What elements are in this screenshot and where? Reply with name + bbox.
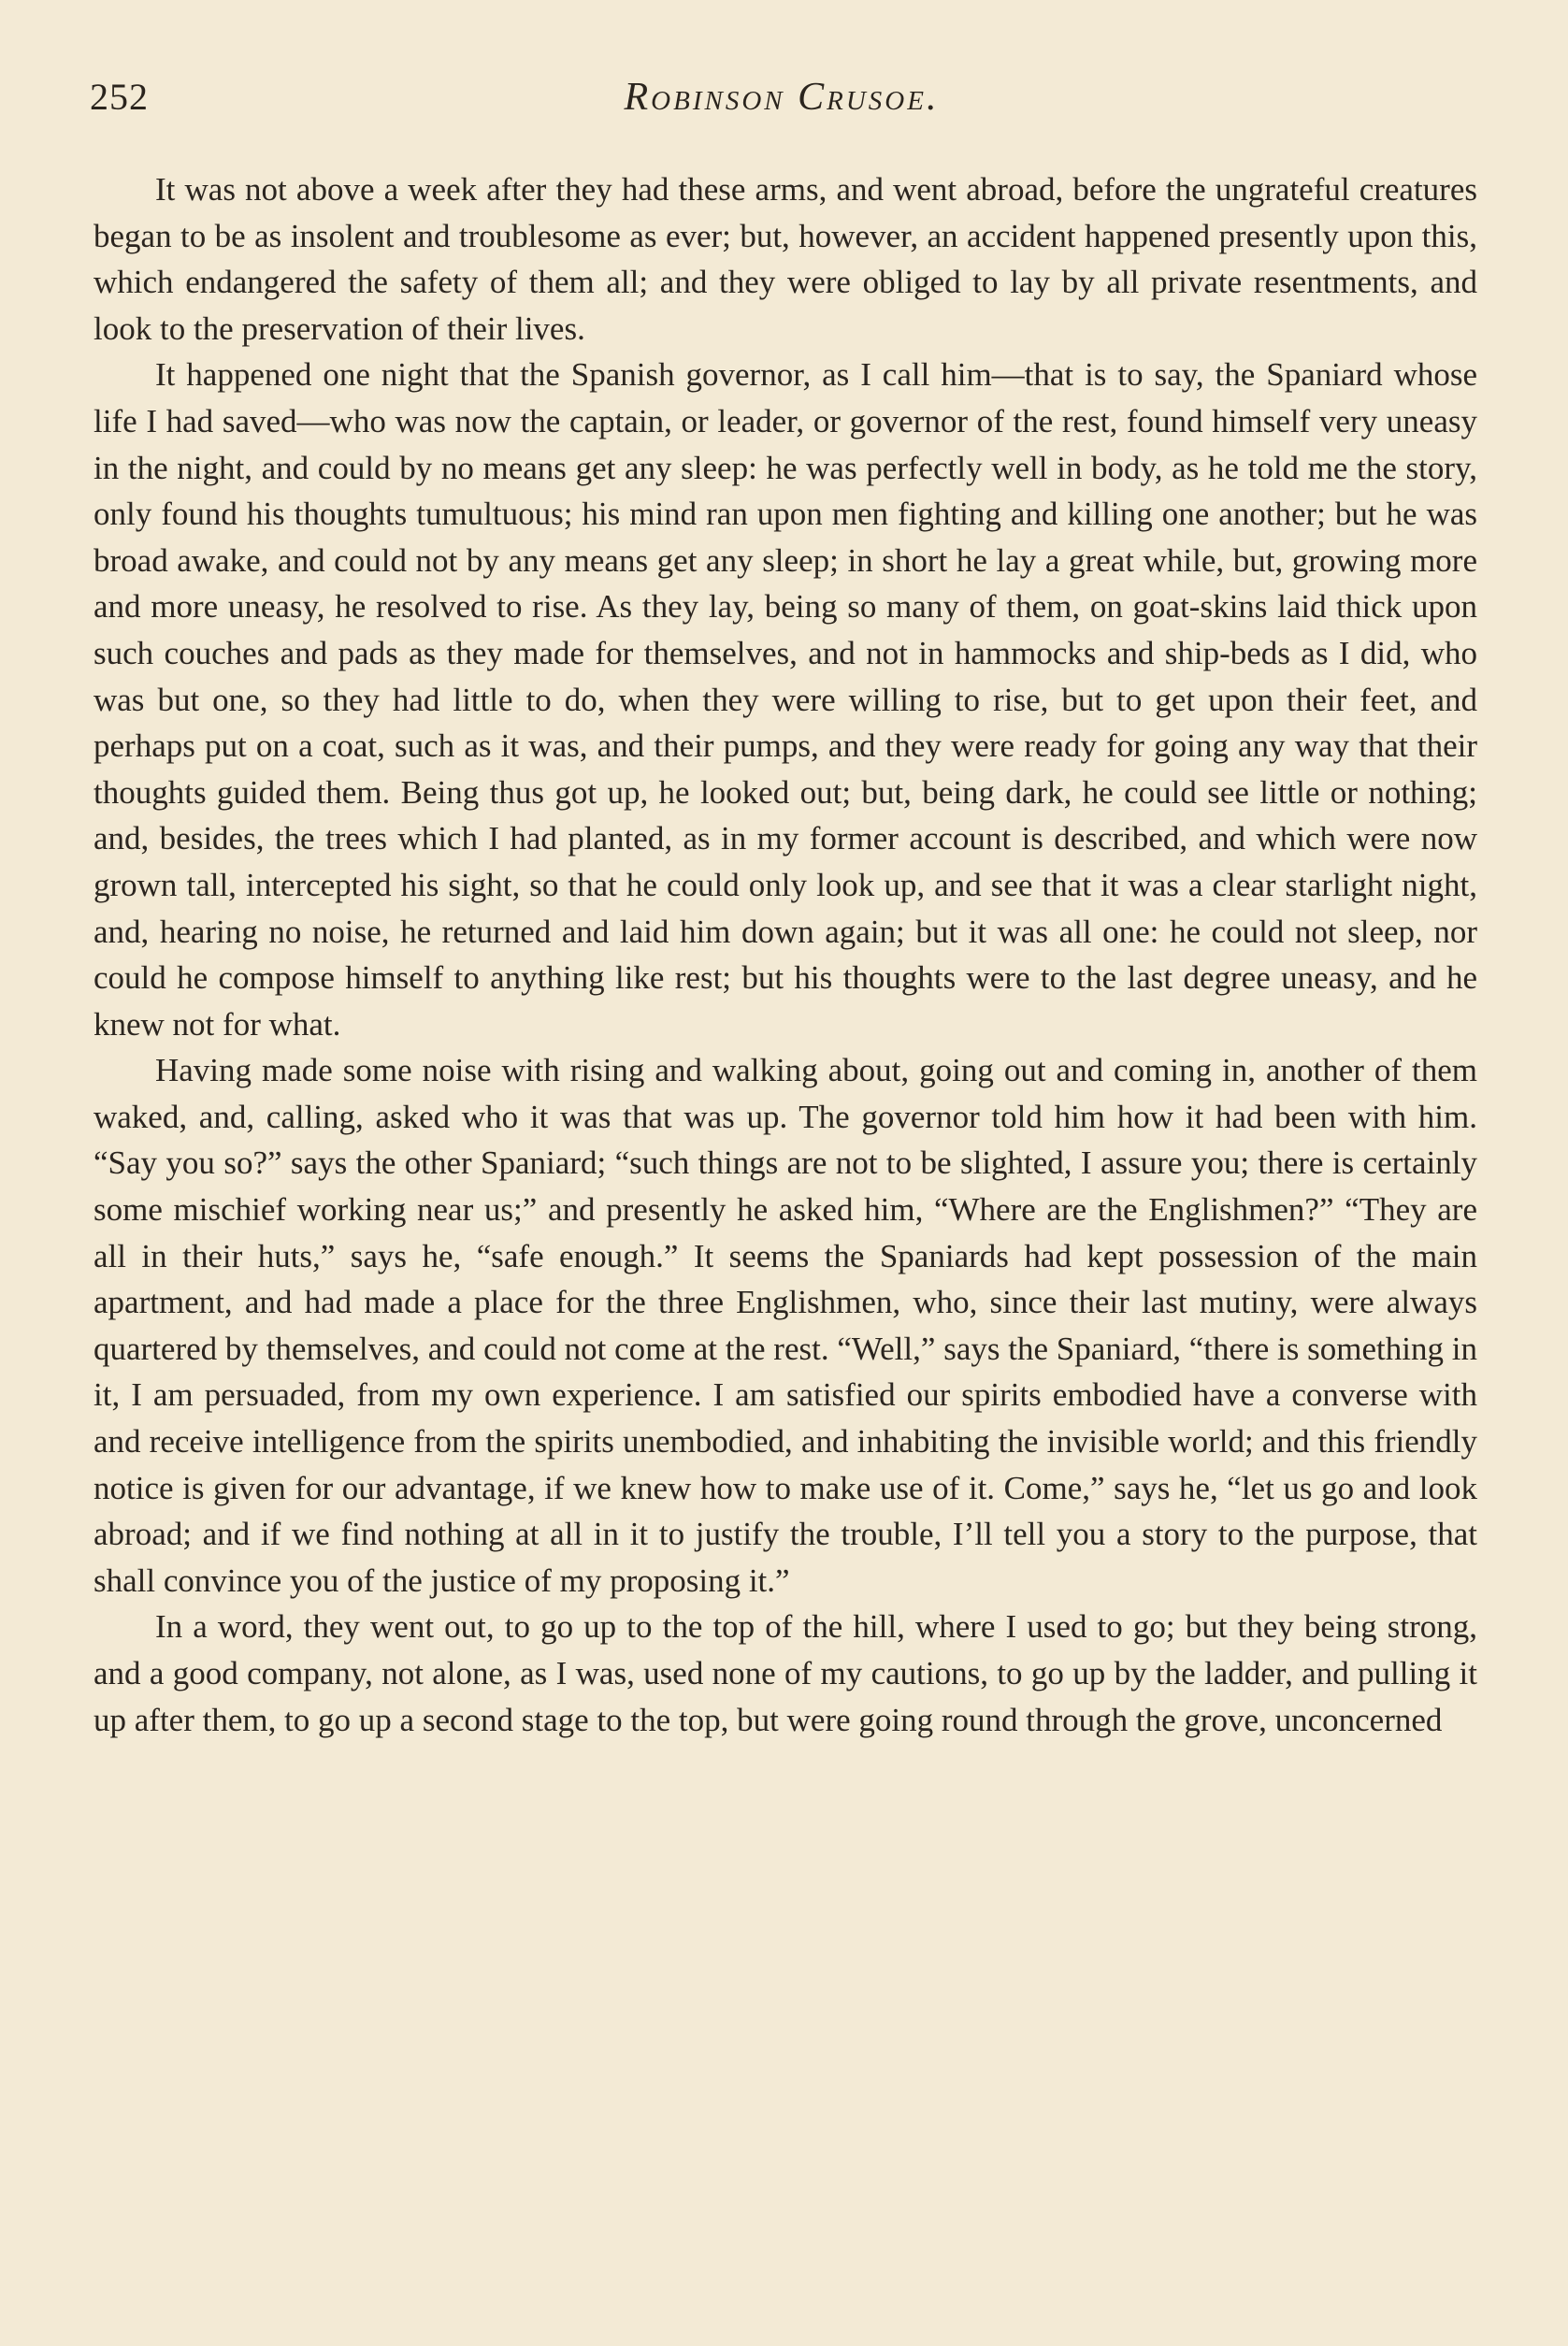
paragraph: In a word, they went out, to go up to the top of the hill, where I used to go; but they being strong, and a good company, not alone, as I was, used none of my cautions, to go up by the ladder, and pulling it up after them, to go up a second stage to the top, but were going round through the grove, unconcerned [94,1608,1477,1738]
page-number: 252 [90,76,149,118]
running-head [90,75,1474,131]
paragraph: It was not above a week after they had these arms, and went abroad, before the ungrateful creatures began to be as insolent and troublesome as ever; but, however, an accident happened presently upon this, which endangered the safety of them all; and they were obliged to lay by all private resentments, and look to the preservation of their lives. [94,171,1477,347]
book-title: Robinson Crusoe. [624,76,940,119]
paragraph: It happened one night that the Spanish governor, as I call him—that is to say, the Spaniard whose life I had saved—who was now the captain, or leader, or governor of the rest, found himself very uneasy in the night, and could by no means get any sleep: he was perfectly well in body, as he told me the story, only found his thoughts tumultuous; his mind ran upon men fighting and killing one another; but he was broad awake, and could not by any means get any sleep; in short he lay a great while, but, growing more and more uneasy, he resolved to rise. As they lay, being so many of them, on goat-skins laid thick upon such couches and pads as they made for themselves, and not in hammocks and ship-beds as I did, who was but one, so they had little to do, when they were willing to rise, but to get upon their feet, and perhaps put on a coat, such as it was, and their pumps, and they were ready for going any way that their thoughts guided them. Being thus got up, he looked out; but, being dark, he could see little or nothing; and, besides, the trees which I had planted, as in my former account is described, and which were now grown tall, intercepted his sight, so that he could only look up, and see that it was a clear starlight night, and, hearing no noise, he returned and laid him down again; but it was all one: he could not sleep, nor could he compose himself to anything like rest; but his thoughts were to the last degree uneasy, and he knew not for what. [94,356,1477,1043]
paragraph: Having made some noise with rising and walking about, going out and coming in, another of them waked, and, calling, asked who it was that was up. The governor told him how it had been with him. “Say you so?” says the other Spaniard; “such things are not to be slighted, I assure you; there is certainly some mischief working near us;” and presently he asked him, “Where are the Englishmen?” “They are all in their huts,” says he, “safe enough.” It seems the Spaniards had kept possession of the main apartment, and had made a place for the three Englishmen, who, since their last mutiny, were always quartered by themselves, and could not come at the rest. “Well,” says the Spaniard, “there is something in it, I am persuaded, from my own experience. I am satisfied our spirits embodied have a converse with and receive intelligence from the spirits unembodied, and inhabiting the invisible world; and this friendly notice is given for our advantage, if we knew how to make use of it. Come,” says he, “let us go and look abroad; and if we find nothing at all in it to justify the trouble, I’ll tell you a story to the purpose, that shall convince you of the justice of my proposing it.” [94,1052,1477,1599]
body-text [94,166,1477,1743]
